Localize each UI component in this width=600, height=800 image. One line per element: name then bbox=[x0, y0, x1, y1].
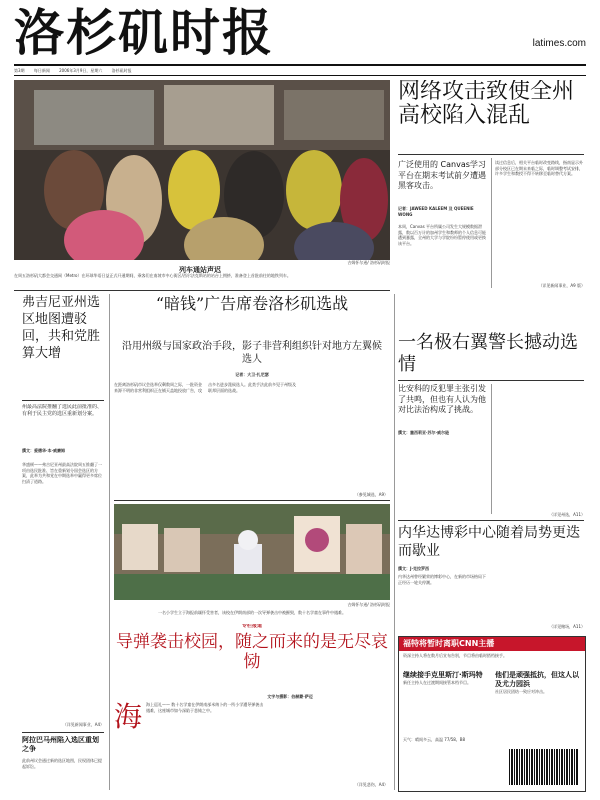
right-bottom-body: 内华达州曾经繁荣的博彩中心，在新的市场格局下正经历一轮关停潮。 bbox=[398, 574, 486, 585]
column-rule bbox=[491, 384, 492, 514]
dateline bbox=[14, 64, 586, 76]
divider bbox=[398, 520, 584, 521]
masthead-title: 洛杉矶时报 bbox=[14, 3, 274, 62]
left-deck: 州最高法院推翻了选民此前批准的、有利于民主党的选区重新划分案。 bbox=[22, 404, 103, 417]
center-byline: 记者：大卫·扎尼瑟 bbox=[235, 372, 269, 377]
center-headline[interactable]: “暗钱”广告席卷洛杉矶选战 bbox=[155, 294, 349, 313]
teaser-banner-sub: 资深主持人将在数月后宣布告别，节目将由临时搭档接手。 bbox=[403, 653, 507, 658]
memorial-image bbox=[114, 504, 390, 600]
dateline-item: 第3期 bbox=[14, 68, 25, 73]
weather-text: 天气：晴间多云，高温 77/58。B8 bbox=[403, 737, 466, 742]
teaser-banner-text: 福特将暂时离职CNN主播 bbox=[403, 639, 495, 648]
center-photo-credit: 吉姆怀尔逊/ 洛杉矶时报 bbox=[347, 602, 390, 607]
center-jump[interactable]: （参见城选，A9） bbox=[354, 492, 388, 497]
right-bottom-headline[interactable]: 内华达博彩中心随着局势更迭而歇业 bbox=[398, 525, 580, 559]
top-right-body-1: 本周，Canvas 平台所属公司发生大规模数据泄露，数以百万计的加州学生和教师的个人信息可能遭到暴露，全州的大学与学院纷纷暂停使用或更换该平台。 bbox=[398, 224, 486, 246]
teaser-right-title: 他们是顽强抵抗，但这人以及尤力园浜 bbox=[495, 671, 579, 688]
column-rule bbox=[394, 294, 395, 790]
subway-crowd-image bbox=[14, 80, 390, 260]
masthead-url[interactable]: latimes.com bbox=[532, 38, 586, 49]
center-photo bbox=[114, 504, 390, 600]
divider bbox=[22, 732, 104, 733]
section-divider bbox=[14, 290, 390, 291]
dateline-item: 2006年3月9日，星期六 bbox=[59, 68, 103, 73]
left-headline[interactable]: 弗吉尼亚州选区地图遭驳回，共和党胜算大增 bbox=[22, 295, 101, 361]
left-byline: 撰文：爱德华·本·威廉姆 bbox=[22, 448, 66, 453]
left-bottom-teaser-text: 此前州议会通过新的选区地图，民权团体已提起诉讼。 bbox=[22, 758, 102, 769]
divider bbox=[114, 500, 390, 501]
teaser-right[interactable] bbox=[495, 671, 583, 731]
barcode-image bbox=[509, 749, 579, 785]
right-mid-deck: 比安科的反犯罪主张引发了共鸣，但也有人认为他对比法治构成了挑战。 bbox=[398, 384, 486, 414]
top-right-jump[interactable]: （详见新闻事业，A9 版） bbox=[538, 283, 585, 288]
bottom-center-dropcap: 海 bbox=[114, 700, 143, 733]
column-rule bbox=[109, 294, 110, 790]
top-photo bbox=[14, 80, 390, 260]
right-mid-headline[interactable]: 一名极右翼警长撼动选情 bbox=[398, 332, 578, 375]
bottom-center-kicker: 专栏报道 bbox=[241, 624, 262, 629]
top-photo-caption: 在周五洛杉矶大都会交通网（Metro）在环球华语日益正式开通期间，乘客们在南坡市中心街区/西尔法克斯站的站台上拥挤，准备登上首批前往的地铁列车。 bbox=[14, 273, 291, 278]
teaser-banner[interactable] bbox=[399, 637, 585, 651]
top-right-deck: 广泛使用的 Canvas学习平台在期末考试前夕遭遇黑客攻击。 bbox=[398, 160, 486, 190]
divider bbox=[398, 154, 584, 155]
center-deck: 沿用州级与国家政治手段，影子非营利组织针对地方左翼候选人 bbox=[122, 341, 382, 365]
bottom-center-byline: 文字与摄影：伯赫蒙·萨迈 bbox=[267, 694, 313, 699]
teaser-left-title: 继续接手克里斯汀·斯玛特 bbox=[403, 671, 483, 679]
top-right-body-2: 读过信息后，相关平台临时改变路线，指南显示外部分校区已在期末来临之际，临时调整考试安排，许多学生和教授不得不转移至临时替代方案。 bbox=[495, 160, 583, 177]
dateline-item: 洛杉矶时报 bbox=[111, 68, 132, 73]
divider bbox=[398, 380, 584, 381]
column-rule bbox=[491, 158, 492, 288]
top-photo-caption-title: 列车通站声迟 bbox=[179, 266, 221, 274]
top-right-byline: 记者：JAWEED KALEEM 及 QUEENIE WONG bbox=[398, 206, 474, 217]
right-bottom-jump[interactable]: （详见赌场，A11） bbox=[549, 624, 585, 629]
divider bbox=[22, 400, 104, 401]
left-body: 华盛顿——弗吉尼亚州最高法院周五推翻了一项由选民批准、旨在重新划分国会选区的方案，此举为共和党在中期选举中赢得更多席位扫清了道路。 bbox=[22, 462, 102, 484]
teaser-right-text: 社区居民团结一致应对冲击。 bbox=[495, 689, 547, 694]
bottom-center-jump[interactable]: （详见悲伤，A4） bbox=[354, 782, 388, 787]
teaser-left-text: 新任主持人在过渡期间接管本档节目。 bbox=[403, 680, 471, 685]
top-right-headline[interactable]: 网络攻击致使全州高校陷入混乱 bbox=[398, 80, 575, 128]
bottom-center-headline[interactable]: 导弹袭击校园，随之而来的是无尽哀恸 bbox=[116, 632, 388, 672]
left-jump[interactable]: （详见新闻事业，A4） bbox=[62, 722, 104, 727]
bottom-teaser-box bbox=[398, 636, 586, 792]
right-bottom-byline: 撰文：J·克拉罗西 bbox=[398, 566, 430, 571]
right-mid-byline: 撰文：塞西莉亚·苏尔·威尔逊 bbox=[398, 430, 450, 435]
bottom-center-body: 海上巡礼—— 数十名学童在伊朗南部米纳卜的一所小学遭导弹袭击遇难，这座城市如今深陷于悲恸之中。 bbox=[146, 702, 264, 713]
dateline-item: 每日新闻 bbox=[33, 68, 50, 73]
right-mid-jump[interactable]: （详见州选，A11） bbox=[549, 512, 585, 517]
center-photo-caption: 一名小学生立于海报前缅怀受害者，该校在伊朗南部的一次导弹袭击中被摧毁，数十名学童在事件中遇难。 bbox=[158, 610, 346, 615]
teaser-left[interactable] bbox=[403, 671, 491, 721]
top-photo-credit: 吉姆怀尔逊/ 洛杉矶时报 bbox=[347, 260, 390, 265]
center-body: 在距离洛杉矶市议会选举仅剩数周之际，一批资金来源不明的非营利组织正在铺天盖地投放广告，攻击多名进步派候选人。此类手法此前多见于州级及联邦层面的选战。 bbox=[114, 382, 296, 393]
left-bottom-teaser-title[interactable]: 阿拉巴马州陷入选区重划之争 bbox=[22, 736, 99, 753]
